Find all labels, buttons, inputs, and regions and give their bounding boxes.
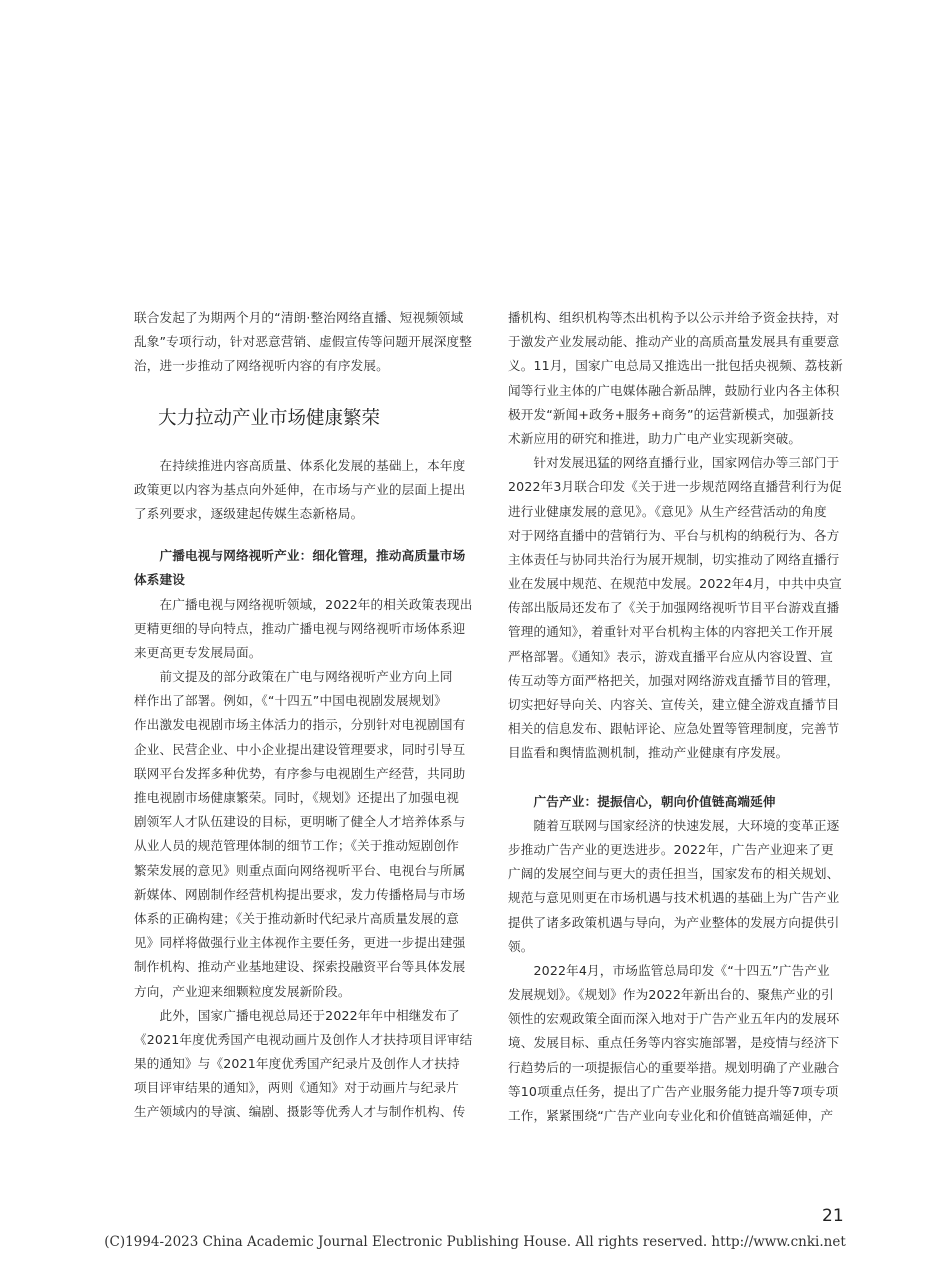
text-line: 传互动等方面严格把关，加强对网络游戏直播节目的管理， [508,672,840,688]
text-line: 发展规划》。《规划》作为2022年新出台的、聚焦产业的引 [508,987,834,1003]
left-intro-paragraph [134,306,479,379]
text-line: 切实把好导向关、内容关、宣传关，建立健全游戏直播节目 [508,697,840,712]
text-line: 于激发产业发展动能、推动产业的高质高量发展具有重要意 [508,334,840,350]
text-line: 业在发展中规范、在规范中发展。2022年4月，中共中央宣 [508,576,842,592]
text-line: 企业、民营企业、中小企业提出建设管理要求，同时引导互 [134,741,466,757]
text-line: 体系的正确构建；《关于推动新时代纪录片高质量发展的意 [134,910,460,926]
text-line: 闻等行业主体的广电媒体融合新品牌，鼓励行业内各主体积 [508,382,840,398]
page-number: 21 [822,1206,844,1226]
copyright-footer: (C)1994-2023 China Academic Journal Electronic Publishing House. All rights reserved. http://www.cnki.net [104,1234,846,1250]
text-line: 相关的信息发布、跟帖评论、应急处置等管理制度，完善节 [508,721,840,737]
text-line: 播机构、组织机构等杰出机构予以公示并给予资金扶持，对 [508,310,840,325]
text-line: 来更高更专发展局面。 [134,644,262,660]
text-line: 了系列要求，逐级建起传媒生态新格局。 [134,505,364,521]
text-line: 进行业健康发展的意见》。《意见》从生产经营活动的角度 [508,503,827,519]
text-line: 果的通知》与《2021年度优秀国产纪录片及创作人才扶持 [134,1056,460,1072]
text-line: 新媒体、网剧制作经营机构提出要求，发力传播格局与市场 [134,886,466,902]
text-line: 领性的宏观政策全面而深入地对于广告产业五年内的发展环 [508,1011,840,1027]
text-line: 繁荣发展的意见》则重点面向网络视听平台、电视台与所属 [134,862,466,878]
text-line: 主体责任与协同共治行为展开规制，切实推动了网络直播行 [508,551,840,567]
text-line: 《2021年度优秀国产电视动画片及创作人才扶持项目评审结 [134,1031,473,1047]
text-line: 管理的通知》，着重针对平台机构主体的内容把关工作开展 [508,624,834,640]
text-line: 领。 [508,938,534,954]
text-line: 广阔的发展空间与更大的责任担当，国家发布的相关规划、 [508,866,840,882]
text-line: 广播电视与网络视听产业：细化管理，推动高质量市场 [134,548,466,564]
text-line: 对于网络直播中的营销行为、平台与机构的纳税行为、各方 [508,527,840,543]
text-line: 提供了诸多政策机遇与导向，为产业整体的发展方向提供引 [508,914,840,930]
left-column [134,306,479,1125]
right-body-part2 [508,814,853,1128]
text-line: 严格部署。《通知》表示，游戏直播平台应从内容设置、宣 [508,648,834,664]
text-line: 前文提及的部分政策在广电与网络视听产业方向上同 [134,669,453,685]
text-line: 境、发展目标、重点任务等内容实施部署，是疫情与经济下 [508,1035,840,1051]
text-line: 极开发“新闻+政务+服务+商务”的运营新模式，加强新技 [508,406,834,422]
text-line: 剧领军人才队伍建设的目标，更明晰了健全人才培养体系与 [134,814,466,830]
text-line: 2022年3月联合印发《关于进一步规范网络直播营利行为促 [508,479,842,495]
text-line: 术新应用的研究和推进，助力广电产业实现新突破。 [508,430,802,446]
text-line: 工作，紧紧围绕“广告产业向专业化和价值链高端延伸，产 [508,1108,834,1123]
text-line: 等10项重点任务，提出了广告产业服务能力提升等7项专项 [508,1083,839,1099]
section-heading: 大力拉动产业市场健康繁荣 [158,407,381,429]
text-line: 见》同样将做强行业主体视作主要任务，更进一步提出建强 [134,935,466,951]
text-line: 随着互联网与国家经济的快速发展，大环境的变革正逐 [508,817,840,833]
text-line: 2022年4月，市场监管总局印发《“十四五”广告产业 [508,962,830,978]
text-line: 规范与意见则更在市场机遇与技术机遇的基础上为广告产业 [508,890,840,906]
text-line: 联网平台发挥多种优势，有序参与电视剧生产经营，共同助 [134,765,466,781]
text-line: 治，进一步推动了网络视听内容的有序发展。 [134,358,389,374]
section-intro-paragraph [134,454,479,527]
text-line: 体系建设 [134,572,185,588]
text-line: 政策更以内容为基点向外延伸，在市场与产业的层面上提出 [134,481,466,497]
subsection-heading-advertising: 广告产业：提振信心，朝向价值链高端延伸 [508,793,776,809]
text-line: 联合发起了为期两个月的“清朗·整治网络直播、短视频领域 [134,310,464,325]
text-line: 乱象”专项行动，针对恶意营销、虚假宣传等问题开展深度整 [134,334,473,350]
text-line: 推电视剧市场健康繁荣。同时，《规划》还提出了加强电视 [134,790,460,805]
text-line: 此外，国家广播电视总局还于2022年年中相继发布了 [134,1007,460,1023]
broadcast-body [134,593,479,1125]
text-line: 制作机构、推动产业基地建设、探索投融资平台等具体发展 [134,959,466,975]
text-line: 步推动广告产业的更迭进步。2022年，广告产业迎来了更 [508,841,834,857]
text-line: 更精更细的导向特点，推动广播电视与网络视听市场体系迎 [134,620,466,636]
text-line: 传部出版局还发布了《关于加强网络视听节目平台游戏直播 [508,600,840,616]
text-line: 样作出了部署。例如，《“十四五”中国电视剧发展规划》 [134,693,447,709]
text-line: 生产领域内的导演、编剧、摄影等优秀人才与制作机构、传 [134,1104,466,1120]
text-line: 在广播电视与网络视听领域，2022年的相关政策表现出 [134,596,473,612]
text-line: 针对发展迅猛的网络直播行业，国家网信办等三部门于 [508,455,840,471]
text-line: 从业人员的规范管理体制的细节工作；《关于推动短剧创作 [134,838,460,854]
text-line: 行趋势后的一项提振信心的重要举措。规划明确了产业融合 [508,1059,840,1075]
text-line: 作出激发电视剧市场主体活力的指示，分别针对电视剧国有 [134,717,466,733]
text-line: 在持续推进内容高质量、体系化发展的基础上，本年度 [134,457,466,473]
text-line: 义。11月，国家广电总局又推选出一批包括央视频、荔枝新 [508,358,843,374]
text-line: 目监看和舆情监测机制，推动产业健康有序发展。 [508,745,789,761]
right-column [508,306,853,1128]
text-line: 项目评审结果的通知》，两则《通知》对于动画片与纪录片 [134,1080,460,1096]
subsection-heading-broadcast [134,544,479,592]
right-body-part1 [508,306,853,766]
text-line: 方向，产业迎来细颗粒度发展新阶段。 [134,983,351,999]
